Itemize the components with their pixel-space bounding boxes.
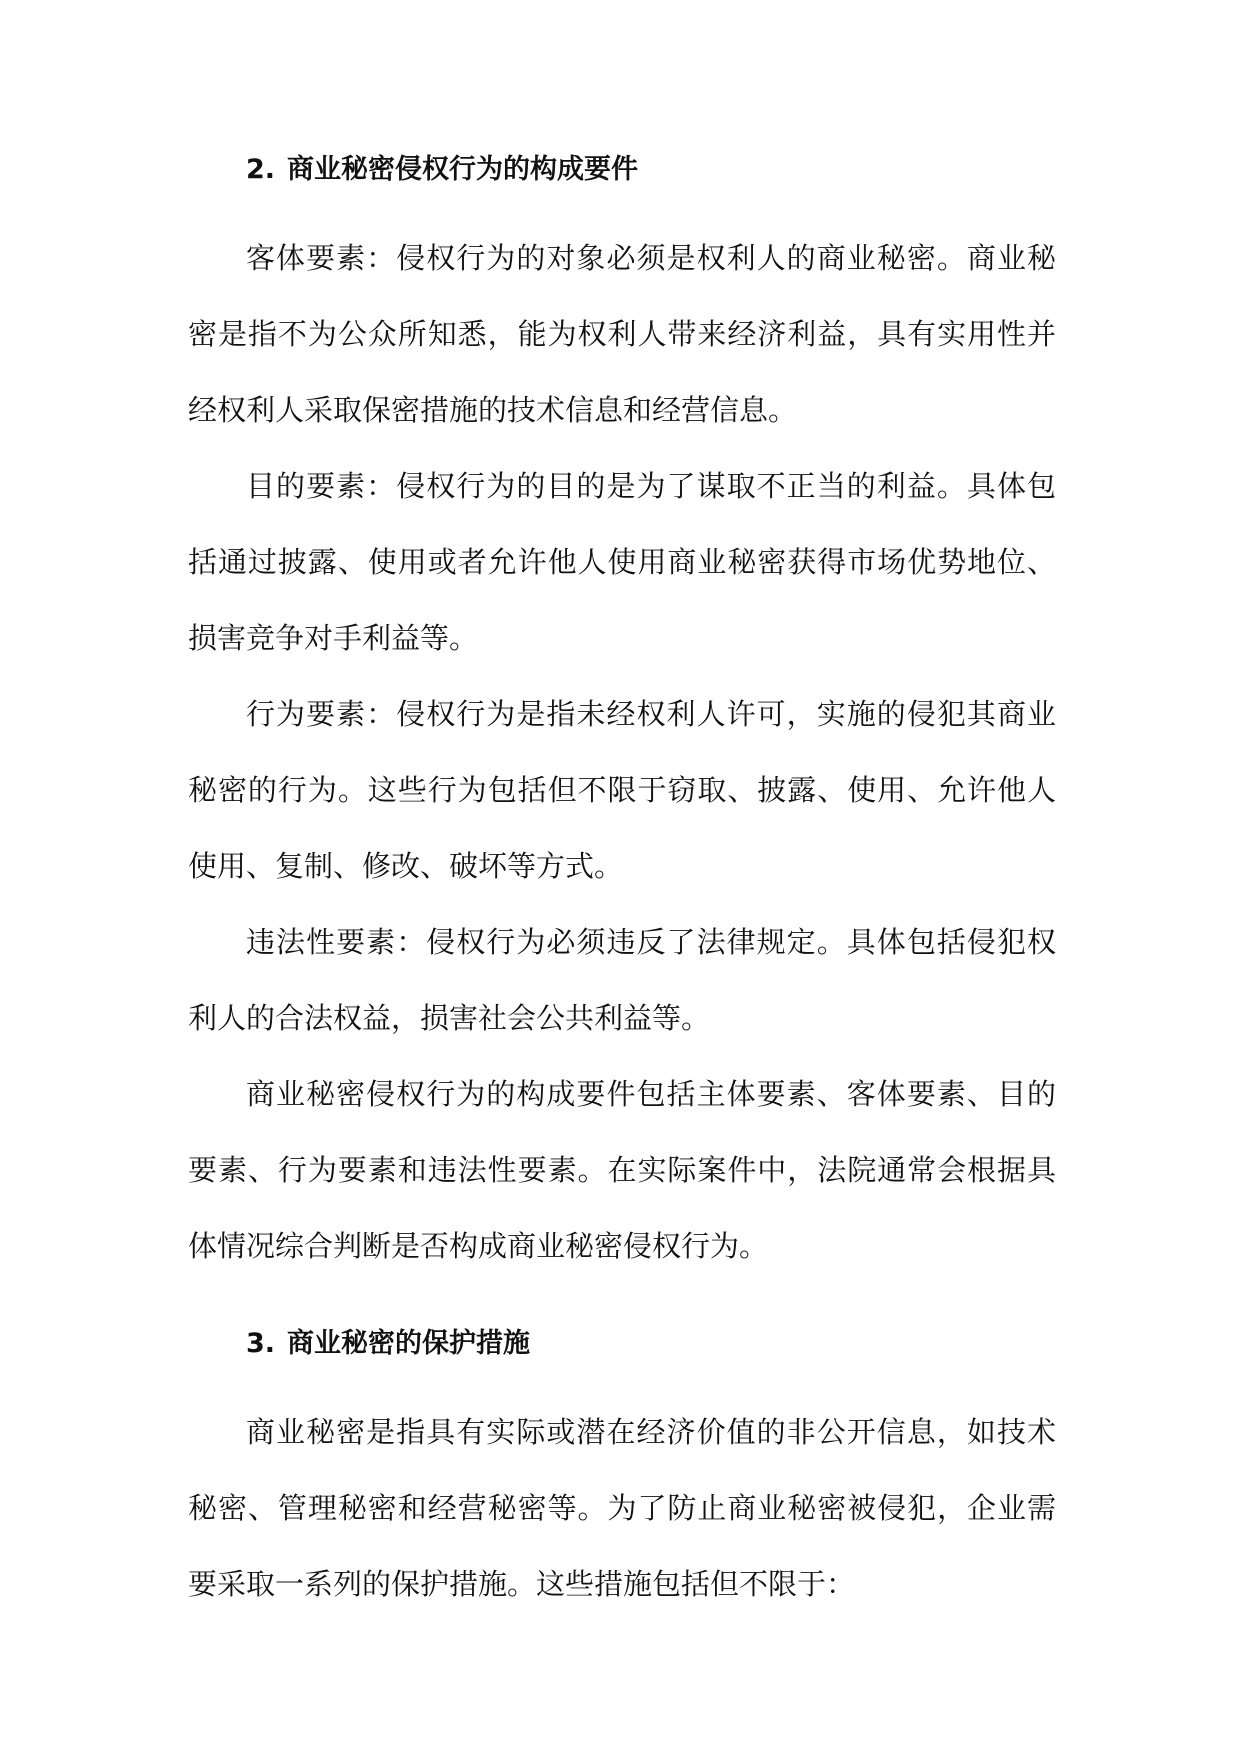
section-number: 3. [246,1328,276,1359]
section-spacer [188,1284,1056,1324]
paragraph-object-element: 客体要素：侵权行为的对象必须是权利人的商业秘密。商业秘密是指不为公众所知悉，能为权利人带来经济利益，具有实用性并经权利人采取保密措施的技术信息和经营信息。 [188,241,1056,427]
section-title: 商业秘密侵权行为的构成要件 [287,154,639,185]
paragraph-purpose-element: 目的要素：侵权行为的目的是为了谋取不正当的利益。具体包括通过披露、使用或者允许他人使用商业秘密获得市场优势地位、损害竞争对手利益等。 [188,469,1056,655]
section-heading-3 [188,1324,1056,1364]
section-heading-2 [188,150,1056,190]
paragraph-summary: 商业秘密侵权行为的构成要件包括主体要素、客体要素、目的要素、行为要素和违法性要素。在实际案件中，法院通常会根据具体情况综合判断是否构成商业秘密侵权行为。 [188,1077,1056,1263]
paragraph-illegality-element: 违法性要素：侵权行为必须违反了法律规定。具体包括侵犯权利人的合法权益，损害社会公共利益等。 [188,925,1056,1035]
document-body [188,150,1056,1622]
paragraph-behavior-element: 行为要素：侵权行为是指未经权利人许可，实施的侵犯其商业秘密的行为。这些行为包括但不限于窃取、披露、使用、允许他人使用、复制、修改、破坏等方式。 [188,697,1056,883]
section-title: 商业秘密的保护措施 [287,1328,531,1359]
paragraph-protection-intro: 商业秘密是指具有实际或潜在经济价值的非公开信息，如技术秘密、管理秘密和经营秘密等。为了防止商业秘密被侵犯，企业需要采取一系列的保护措施。这些措施包括但不限于： [188,1415,1056,1601]
section-number: 2. [246,154,276,185]
